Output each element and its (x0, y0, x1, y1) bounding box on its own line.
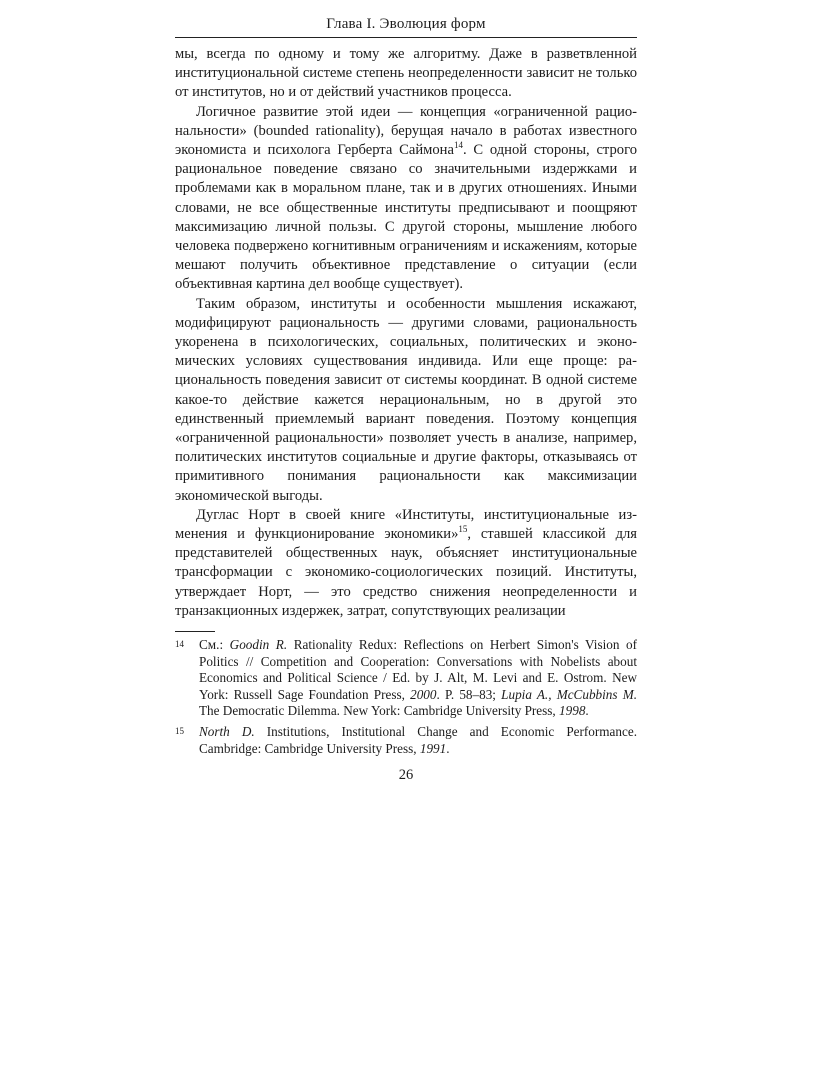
text-run: . (585, 703, 589, 719)
footnote-divider (175, 631, 215, 632)
paragraph (175, 506, 637, 621)
book-page (175, 14, 637, 784)
italic-text: 2000 (410, 686, 437, 702)
text-run: . P. 58–83; (436, 686, 502, 702)
italic-text: North D. (199, 724, 255, 740)
footnote (175, 637, 637, 720)
footnote (175, 724, 637, 757)
footnote-text (199, 724, 637, 757)
text-run: Логичное развитие этой идеи — концепция «ограниченной рациональности» (bounded rationality), берущая начало в работах известного экономиста и психолога Герберта Саймона (175, 103, 637, 159)
text-run: Таким образом, институты и особенности мышления искажают, модифицируют рациональность — другими словами, рациональность укоренена в психологических, социальных, политических и экономических условиях существования индивида. Или еще проще: рациональность поведения зависит от системы координат. В одной системе какое-то действие кажется нерациональным, но в другой это единственный приемлемый вариант поведения. Поэтому концепция «ограниченной рациональности» позволяет учесть в анализе, например, политических институтов социальные и другие факторы, отказываясь от примитивного понимания рациональности как максимизации экономической выгоды. (175, 295, 637, 504)
text-run: The Democratic Dilemma. New York: Cambridge University Press, (199, 703, 560, 719)
footnote-number: 14 (175, 639, 184, 650)
text-run: . (446, 740, 450, 756)
italic-text: Lupia A., McCubbins M. (501, 686, 637, 702)
paragraph (175, 45, 637, 103)
text-run: Institutions, Institutional Change and Economic Performance. Cambridge: Cambridge University Press, (199, 724, 637, 756)
paragraph (175, 103, 637, 295)
page-number: 26 (398, 767, 414, 784)
footnote-ref: 15 (458, 524, 468, 535)
italic-text: 1998 (559, 703, 586, 719)
text-run: мы, всегда по одному и тому же алгоритму. Даже в разветвленной институциональной системе степень неопределенности зависит не только от институтов, но и от действий участников процесса. (175, 46, 637, 101)
body-text (175, 45, 637, 621)
text-run: , ставшей классикой для представителей общественных наук, объясняет институциональные трансформации с экономико-социологических позиций. Институты, утверждает Норт, — это средство снижения неопределенности и транзакционных издержек, затрат, сопутствующих реализации (175, 526, 637, 619)
running-head: Глава I. Эволюция форм (175, 14, 637, 38)
text-run: . С одной стороны, строго рациональное поведение связано со значительными издержками и проблемами как в моральном плане, так и в других отношениях. Иными словами, не все общественные институты предписывают и поощряют максимизацию личной пользы. С другой стороны, мышление любого человека подвержено когнитивным ограничениям и искажениям, которые мешают получить объективное представление о ситуации (если объективная картина дел вообще существует). (175, 142, 637, 293)
footnote-text (199, 637, 637, 720)
paragraph (175, 295, 637, 506)
italic-text: Goodin R. (229, 637, 288, 653)
footnote-ref: 14 (453, 140, 463, 151)
text-run: См.: (199, 637, 230, 653)
italic-text: 1991 (419, 740, 447, 756)
footnote-number: 15 (175, 726, 184, 737)
text-run: Дуглас Норт в своей книге «Институты, институциональные изменения и функционирование экономики» (175, 506, 637, 543)
footnotes (175, 637, 637, 757)
text-run: Rationality Redux: Reflections on Herbert Simon's Vision of Politics // Competition and Cooperation: Conversations with Nobelists about Economics and Political Science / Ed. by J. Alt, M. Levi and E. Ostrom. New York: Russell Sage Foundation Press, (199, 637, 637, 702)
